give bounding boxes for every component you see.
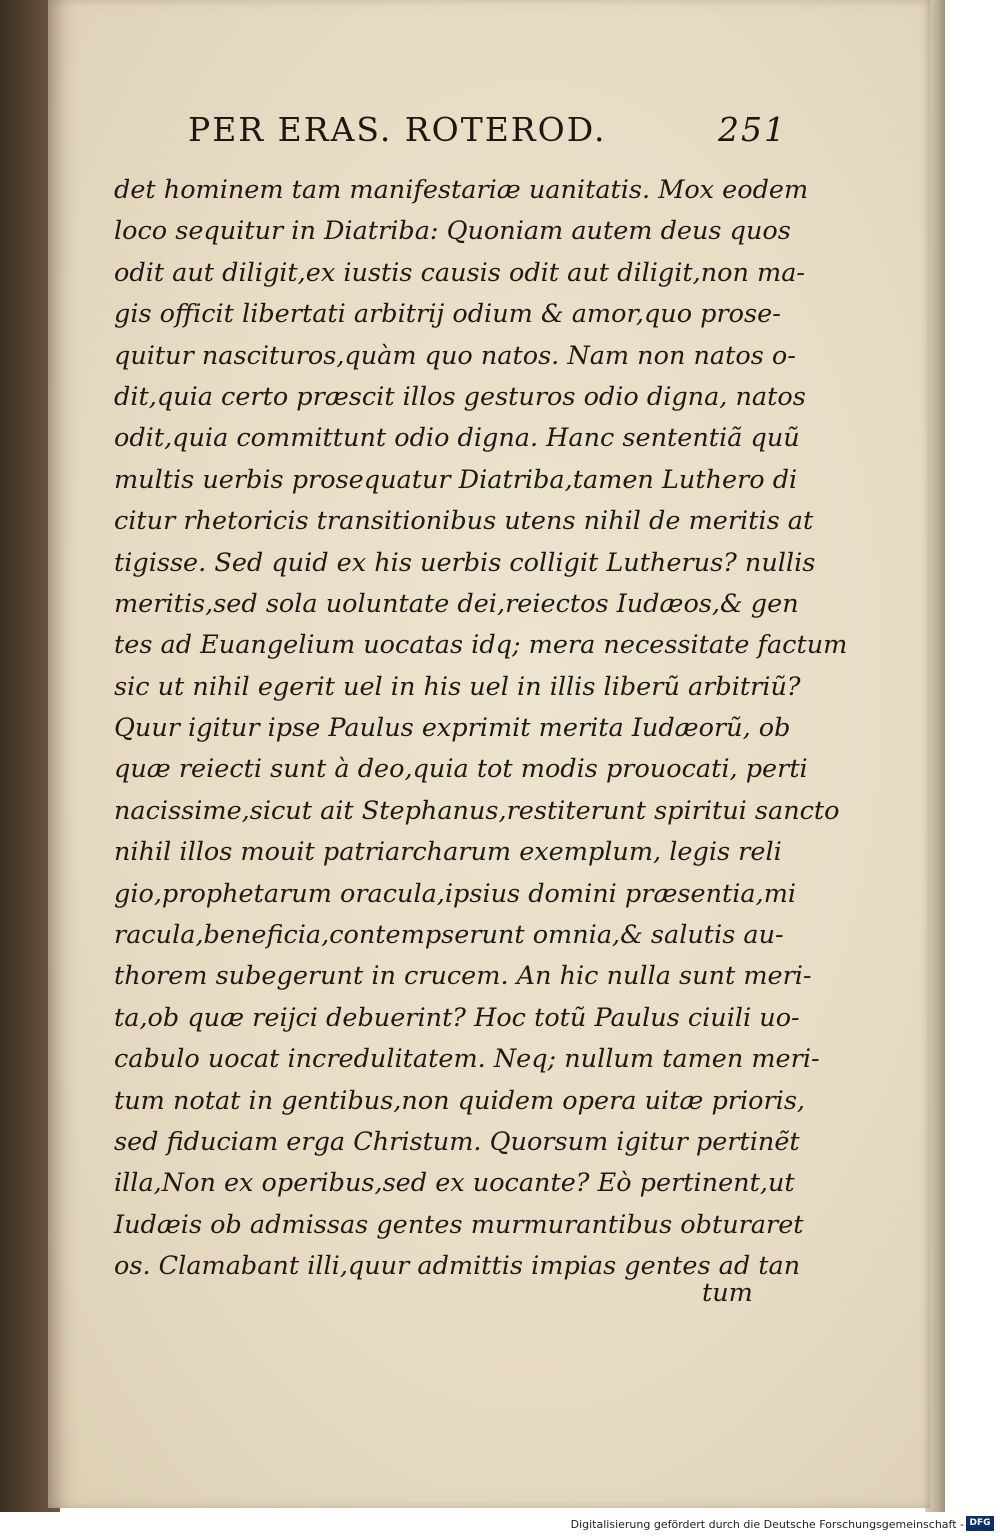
text-line: multis uerbis prosequatur Diatriba,tamen Luthero di xyxy=(114,464,798,495)
page-number: 251 xyxy=(718,110,787,149)
text-line: os. Clamabant illi,quur admittis impias gentes ad tan xyxy=(114,1251,801,1282)
text-line: tigisse. Sed quid ex his uerbis colligit Lutherus? nullis xyxy=(114,547,816,578)
text-line: thorem subegerunt in crucem. An hic nulla sunt meri- xyxy=(114,961,812,992)
funding-credit: Digitalisierung gefördert durch die Deutsche Forschungsgemeinschaft - xyxy=(570,1518,964,1531)
book-page xyxy=(48,0,930,1508)
text-line: racula,beneficia,contempserunt omnia,& salutis au- xyxy=(114,920,784,951)
text-line: illa,Non ex operibus,sed ex uocante? Eò pertinent,ut xyxy=(114,1168,795,1199)
body-text xyxy=(114,170,848,1288)
text-line: gis officit libertati arbitrij odium & amor,quo prose- xyxy=(114,299,781,330)
page-header xyxy=(188,110,787,154)
text-line: tum notat in gentibus,non quidem opera uitæ prioris, xyxy=(114,1085,806,1116)
text-line: meritis,sed sola uoluntate dei,reiectos Iudæos,& gen xyxy=(114,588,799,619)
text-line: ta,ob quæ reijci debuerint? Hoc totũ Paulus ciuili uo- xyxy=(114,1002,800,1033)
text-line: det hominem tam manifestariæ uanitatis. Mox eodem xyxy=(114,175,809,205)
dfg-logo: DFG xyxy=(966,1516,994,1531)
text-line: odit,quia committunt odio digna. Hanc sententiã quũ xyxy=(114,423,800,454)
text-line: Iudæis ob admissas gentes murmurantibus obturaret xyxy=(114,1209,804,1240)
text-line: sic ut nihil egerit uel in his uel in illis liberũ arbitriũ? xyxy=(114,671,801,702)
text-line: dit,quia certo præscit illos gesturos odio digna, natos xyxy=(114,381,806,412)
text-line: odit aut diligit,ex iustis causis odit aut diligit,non ma- xyxy=(114,257,806,288)
text-line: Quur igitur ipse Paulus exprimit merita Iudæorũ, ob xyxy=(114,713,791,744)
text-line: nihil illos mouit patriarcharum exemplum, legis reli xyxy=(114,837,782,868)
text-line: quæ reiecti sunt à deo,quia tot modis prouocati, perti xyxy=(114,754,808,785)
text-line: quitur nascituros,quàm quo natos. Nam non natos o- xyxy=(114,340,796,371)
text-line: sed fiduciam erga Christum. Quorsum igitur pertinẽt xyxy=(114,1126,800,1157)
catchword: tum xyxy=(702,1278,753,1308)
text-line: tes ad Euangelium uocatas idq; mera necessitate factum xyxy=(114,630,848,661)
running-head: PER ERAS. ROTEROD. xyxy=(188,110,607,149)
text-line: citur rhetoricis transitionibus utens nihil de meritis at xyxy=(114,506,814,537)
text-line: loco sequitur in Diatriba: Quoniam autem deus quos xyxy=(114,216,791,247)
text-line: nacissime,sicut ait Stephanus,restiterunt spiritui sancto xyxy=(114,795,840,826)
text-line: cabulo uocat incredulitatem. Neq; nullum tamen meri- xyxy=(114,1044,820,1075)
text-line: gio,prophetarum oracula,ipsius domini præsentia,mi xyxy=(114,878,797,909)
